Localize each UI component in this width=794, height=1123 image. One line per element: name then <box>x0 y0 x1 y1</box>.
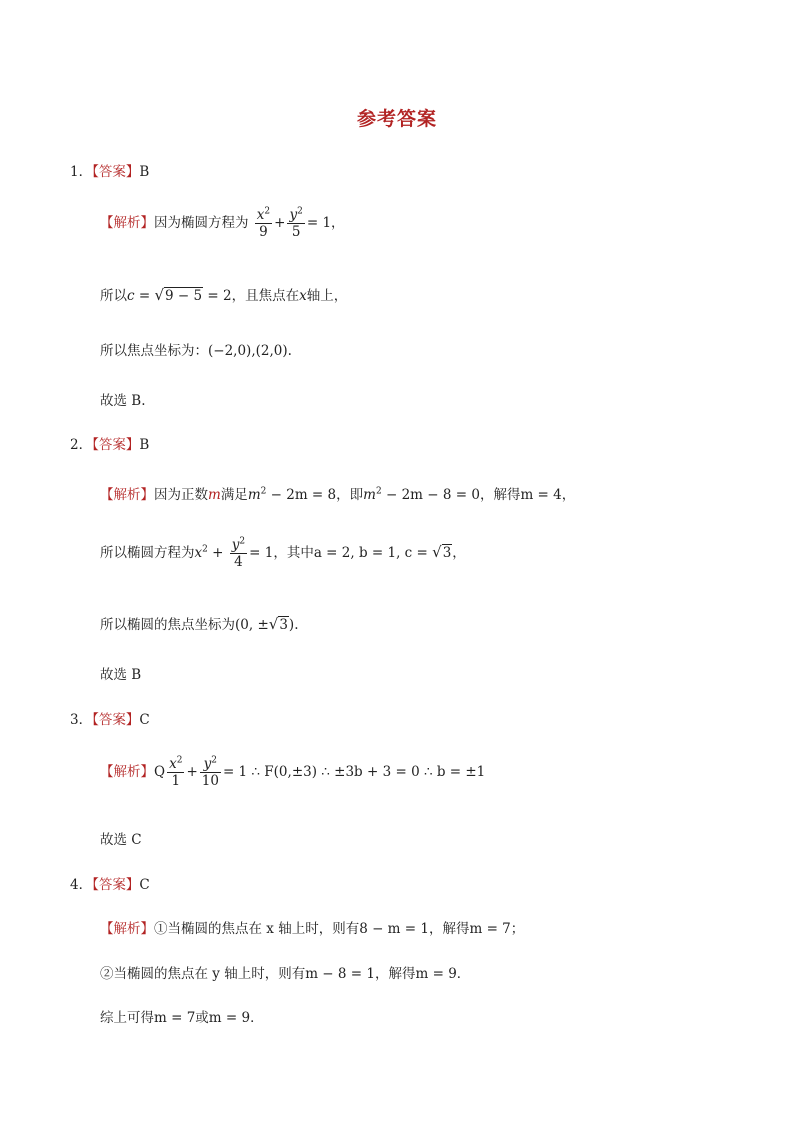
math: = <box>134 288 155 304</box>
answer-value: B <box>139 164 150 180</box>
analysis-label: 【解析】 <box>100 215 154 231</box>
text: 轴上， <box>306 288 348 304</box>
exponent: 2 <box>176 755 183 766</box>
text: = 1， <box>306 215 345 231</box>
math: Q <box>154 764 166 780</box>
text: . <box>287 343 292 359</box>
math: a = 2, b = 1, c = <box>313 545 433 561</box>
q1-conclusion: 故选 B. <box>100 393 146 409</box>
text: ， <box>452 545 466 561</box>
text: ②当椭圆的焦点在 y 轴上时，则有 <box>100 966 306 982</box>
denominator: 1 <box>171 773 181 789</box>
exponent: 2 <box>297 206 303 217</box>
radicand: 9 − 5 <box>165 288 203 304</box>
plus: + <box>207 545 228 561</box>
math: = 2 <box>203 288 232 304</box>
math: x <box>194 545 203 561</box>
q2-analysis-line-2: 所以椭圆方程为$x^2$ + $\frac{y^2}{4}$ = 1，其中a = 2, b = 1, c = √3， <box>100 536 466 570</box>
exponent: 2 <box>260 486 267 497</box>
text: ，其中 <box>273 545 314 561</box>
question-3-header <box>70 708 150 728</box>
question-number: 1． <box>70 164 93 180</box>
math: (−2,0),(2,0) <box>208 343 288 359</box>
math: m − 8 = 1 <box>305 966 375 982</box>
text: ． <box>456 966 471 982</box>
fraction <box>255 207 272 240</box>
question-number: 2． <box>70 437 93 453</box>
text: ； <box>510 921 525 937</box>
exponent: 2 <box>211 755 218 766</box>
answer-label: 【答案】 <box>92 712 140 728</box>
exponent: 2 <box>202 544 208 555</box>
denominator: 10 <box>201 773 219 789</box>
text: ，解得 <box>375 966 416 982</box>
radicand: 3 <box>279 617 288 633</box>
numerator: x <box>169 756 177 772</box>
math: = 1 ∴ F(0,±3) ∴ ±3b + 3 = 0 ∴ b = ±1 <box>222 764 486 780</box>
fraction <box>200 756 221 789</box>
math: m = 7 <box>154 1010 196 1026</box>
text: 所以椭圆方程为 <box>100 545 195 561</box>
question-4-header <box>70 873 150 893</box>
numerator: y <box>289 207 298 223</box>
analysis-label: 【解析】 <box>100 921 154 937</box>
exponent: 2 <box>375 486 382 497</box>
q4-analysis-line-3 <box>100 1006 264 1026</box>
math: m <box>363 487 376 503</box>
analysis-label: 【解析】 <box>100 764 154 780</box>
text: 或 <box>195 1010 209 1026</box>
math: (0, ± <box>235 617 269 633</box>
q1-analysis-line-1 <box>100 207 345 240</box>
math: m = 9 <box>415 966 457 982</box>
text: 所以焦点坐标为： <box>100 343 208 359</box>
question-1-header <box>70 160 149 180</box>
answer-label: 【答案】 <box>92 164 140 180</box>
question-number: 4． <box>70 877 93 893</box>
math: m = 7 <box>469 921 511 937</box>
fraction <box>287 207 304 240</box>
math: m <box>247 487 261 503</box>
text: ，且焦点在 <box>231 288 300 304</box>
math: 8 − m = 1 <box>359 921 429 937</box>
answer-value: B <box>139 437 150 453</box>
page-title: 参考答案 <box>356 108 437 130</box>
radicand: 3 <box>442 545 452 561</box>
text: 因为正数 <box>154 487 208 503</box>
question-number: 3． <box>70 712 93 728</box>
text: 综上可得 <box>100 1010 154 1026</box>
math: c <box>127 288 135 304</box>
text: ，即 <box>336 487 364 503</box>
math: m <box>208 487 221 503</box>
text: . <box>294 617 299 633</box>
numerator: x <box>256 207 265 223</box>
answer-label: 【答案】 <box>92 437 140 453</box>
numerator: y <box>203 756 212 772</box>
q3-conclusion: 故选 C <box>100 832 142 848</box>
text: 满足 <box>220 487 248 503</box>
q2-analysis-line-1 <box>100 483 575 503</box>
answer-label: 【答案】 <box>92 877 140 893</box>
text: ①当椭圆的焦点在 x 轴上时，则有 <box>154 921 360 937</box>
fraction <box>230 537 247 570</box>
exponent: 2 <box>239 536 246 547</box>
math: ) <box>288 617 295 633</box>
text: 所以椭圆的焦点坐标为 <box>100 617 235 633</box>
text: ， <box>561 487 576 503</box>
analysis-label: 【解析】 <box>100 487 154 503</box>
q1-analysis-line-3 <box>100 339 292 359</box>
plus: + <box>186 764 198 780</box>
q3-analysis-line-1 <box>100 756 485 789</box>
denominator: 5 <box>291 224 301 240</box>
math: − 2m = 8 <box>266 487 337 503</box>
math: − 2m − 8 = 0 <box>381 487 480 503</box>
text: ． <box>250 1010 264 1026</box>
exponent: 2 <box>264 206 271 217</box>
text: 因为椭圆方程为 <box>154 215 249 231</box>
denominator: 9 <box>259 224 268 240</box>
plus: + <box>274 215 286 231</box>
text: ，解得 <box>479 487 521 503</box>
text: ，解得 <box>428 921 470 937</box>
math: m = 4 <box>520 487 562 503</box>
q2-conclusion: 故选 B <box>100 667 142 683</box>
denominator: 4 <box>234 554 243 570</box>
q1-analysis-line-2: 所以c = √9 − 5 = 2，且焦点在x轴上， <box>100 286 348 304</box>
text: 所以 <box>100 288 127 304</box>
q4-analysis-line-1 <box>100 917 524 937</box>
question-2-header <box>70 433 149 453</box>
math: x <box>299 288 307 304</box>
q4-analysis-line-2 <box>100 962 470 982</box>
q2-analysis-line-3: 所以椭圆的焦点坐标为(0, ±√3). <box>100 615 299 633</box>
fraction <box>167 756 184 789</box>
math: = 1 <box>249 545 274 561</box>
answer-value: C <box>139 877 150 893</box>
numerator: y <box>231 537 240 553</box>
math: m = 9 <box>208 1010 251 1026</box>
answer-value: C <box>139 712 150 728</box>
